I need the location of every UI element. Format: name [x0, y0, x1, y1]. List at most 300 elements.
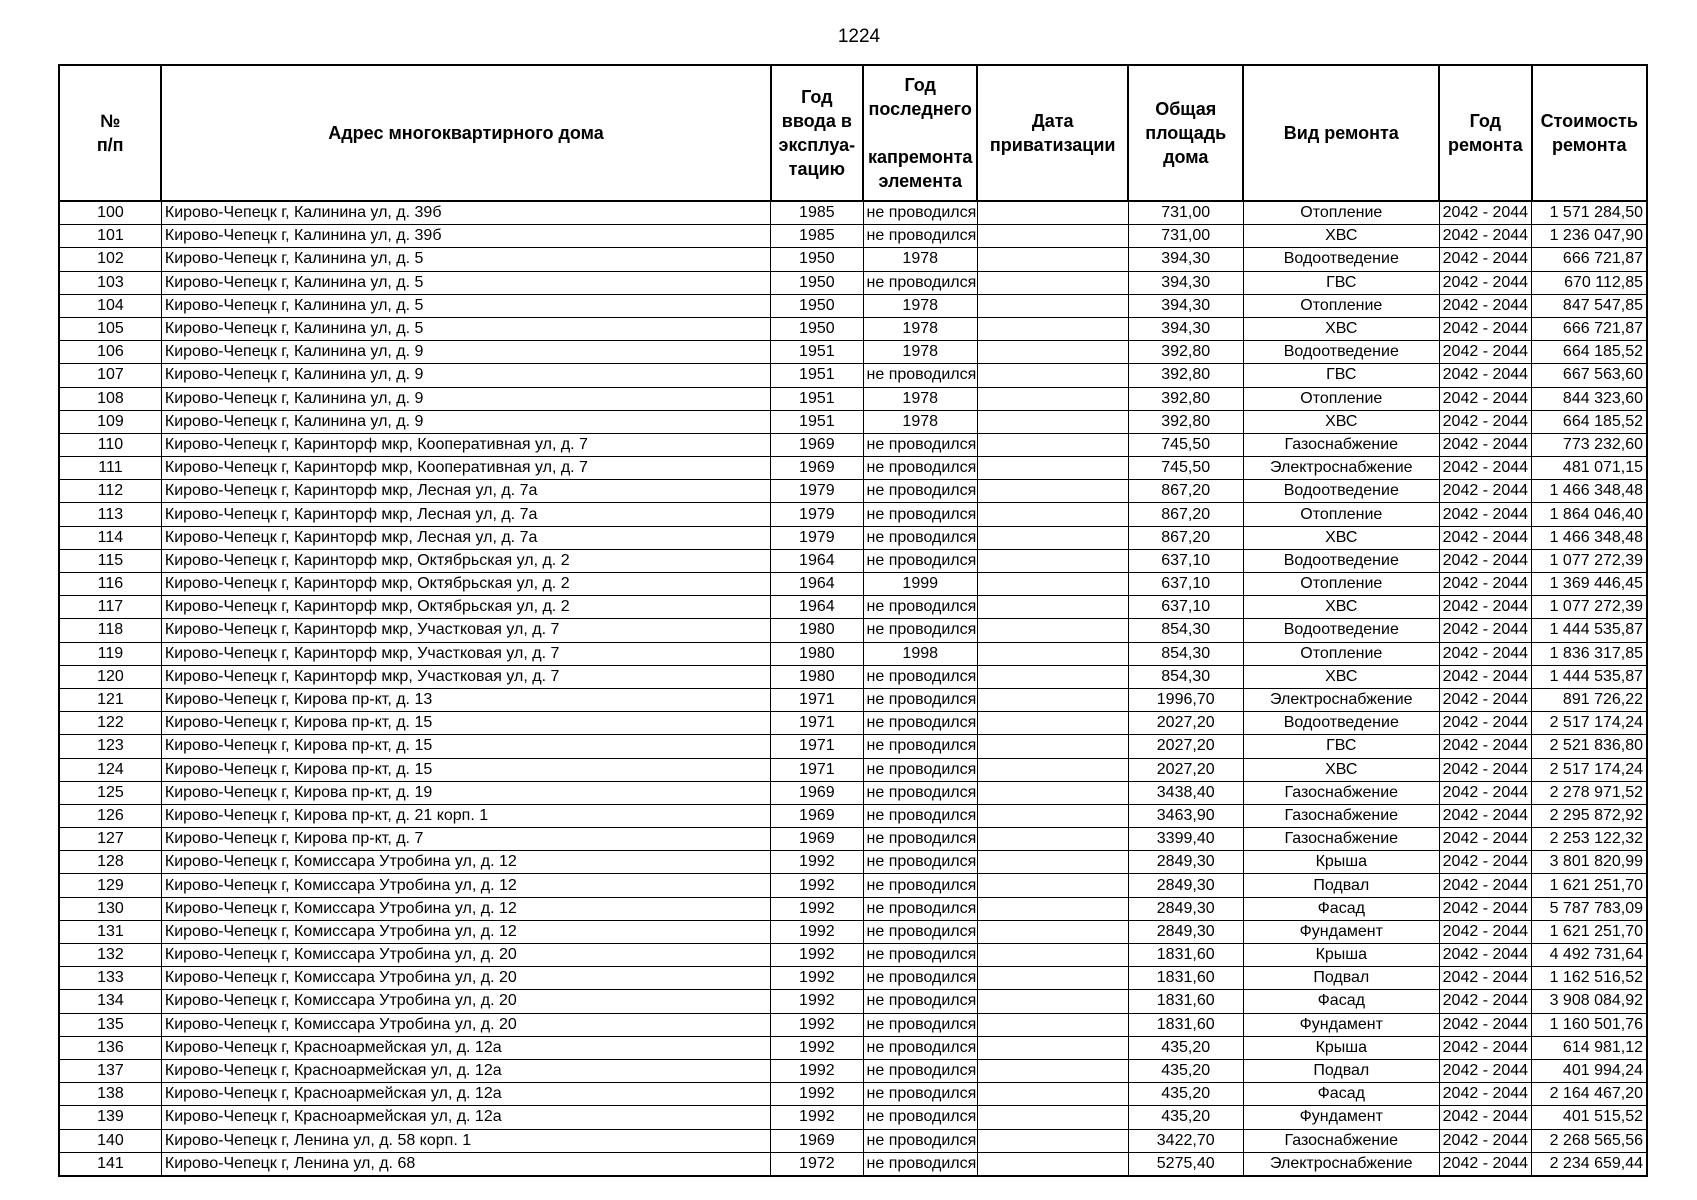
header-line: ремонта — [1448, 135, 1523, 155]
privatization-cell — [977, 317, 1128, 340]
header-line: Вид ремонта — [1283, 123, 1399, 143]
area-cell: 731,00 — [1128, 201, 1243, 225]
area-cell: 435,20 — [1128, 1059, 1243, 1082]
privatization-cell — [977, 457, 1128, 480]
commission-year-cell: 1992 — [771, 944, 863, 967]
table-row — [59, 1083, 1647, 1106]
repair-type-cell: Фасад — [1243, 897, 1439, 920]
area-cell: 3399,40 — [1128, 828, 1243, 851]
commission-year-cell: 1992 — [771, 1083, 863, 1106]
last-repair-cell: не проводился — [863, 712, 977, 735]
last-repair-cell: не проводился — [863, 480, 977, 503]
area-cell: 1831,60 — [1128, 967, 1243, 990]
last-repair-cell: не проводился — [863, 851, 977, 874]
area-cell: 731,00 — [1128, 225, 1243, 248]
repair-cost-cell: 2 278 971,52 — [1532, 781, 1648, 804]
row-number: 141 — [59, 1152, 161, 1176]
address-cell: Кирово-Чепецк г, Каринторф мкр, Октябрьская ул, д. 2 — [161, 573, 770, 596]
header-line: Год — [801, 87, 833, 107]
repair-period-cell: 2042 - 2044 — [1439, 1036, 1531, 1059]
repair-cost-cell: 670 112,85 — [1532, 271, 1648, 294]
row-number: 105 — [59, 317, 161, 340]
header-line: элемента — [878, 171, 962, 191]
table-row — [59, 294, 1647, 317]
repair-cost-cell: 2 268 565,56 — [1532, 1129, 1648, 1152]
commission-year-cell: 1951 — [771, 364, 863, 387]
privatization-cell — [977, 573, 1128, 596]
repair-period-cell: 2042 - 2044 — [1439, 897, 1531, 920]
table-row — [59, 712, 1647, 735]
repair-cost-cell: 773 232,60 — [1532, 433, 1648, 456]
repair-period-cell: 2042 - 2044 — [1439, 1152, 1531, 1176]
last-repair-cell: не проводился — [863, 549, 977, 572]
repair-type-cell: Крыша — [1243, 851, 1439, 874]
privatization-cell — [977, 967, 1128, 990]
table-body — [59, 201, 1647, 1176]
address-cell: Кирово-Чепецк г, Кирова пр-кт, д. 13 — [161, 688, 770, 711]
repair-type-cell: Отопление — [1243, 294, 1439, 317]
commission-year-cell: 1950 — [771, 317, 863, 340]
area-cell: 2849,30 — [1128, 920, 1243, 943]
row-number: 140 — [59, 1129, 161, 1152]
repair-type-cell: ХВС — [1243, 758, 1439, 781]
last-repair-cell: не проводился — [863, 990, 977, 1013]
header-line: дома — [1163, 147, 1209, 167]
repair-type-cell: Газоснабжение — [1243, 433, 1439, 456]
repair-cost-cell: 4 492 731,64 — [1532, 944, 1648, 967]
header-repair-cost — [1532, 65, 1648, 201]
privatization-cell — [977, 712, 1128, 735]
address-cell: Кирово-Чепецк г, Каринторф мкр, Кооперативная ул, д. 7 — [161, 457, 770, 480]
address-cell: Кирово-Чепецк г, Комиссара Утробина ул, д. 12 — [161, 851, 770, 874]
privatization-cell — [977, 201, 1128, 225]
privatization-cell — [977, 920, 1128, 943]
table-row — [59, 735, 1647, 758]
table-row — [59, 526, 1647, 549]
repair-type-cell: Фундамент — [1243, 1106, 1439, 1129]
header-line: эксплуа- — [778, 135, 856, 155]
last-repair-cell: не проводился — [863, 596, 977, 619]
row-number: 135 — [59, 1013, 161, 1036]
repair-type-cell: ГВС — [1243, 364, 1439, 387]
header-line: Год — [904, 75, 936, 95]
row-number: 115 — [59, 549, 161, 572]
repair-period-cell: 2042 - 2044 — [1439, 1013, 1531, 1036]
privatization-cell — [977, 1106, 1128, 1129]
commission-year-cell: 1964 — [771, 573, 863, 596]
area-cell: 637,10 — [1128, 596, 1243, 619]
row-number: 123 — [59, 735, 161, 758]
address-cell: Кирово-Чепецк г, Комиссара Утробина ул, д. 20 — [161, 990, 770, 1013]
area-cell: 2027,20 — [1128, 735, 1243, 758]
table-row — [59, 967, 1647, 990]
privatization-cell — [977, 735, 1128, 758]
last-repair-cell: 1978 — [863, 294, 977, 317]
address-cell: Кирово-Чепецк г, Каринторф мкр, Лесная ул, д. 7а — [161, 503, 770, 526]
header-line — [866, 121, 974, 145]
repair-cost-cell: 1 077 272,39 — [1532, 596, 1648, 619]
repair-period-cell: 2042 - 2044 — [1439, 433, 1531, 456]
commission-year-cell: 1992 — [771, 897, 863, 920]
header-line: ремонта — [1551, 135, 1627, 155]
repair-period-cell: 2042 - 2044 — [1439, 410, 1531, 433]
area-cell: 394,30 — [1128, 294, 1243, 317]
repair-type-cell: Электроснабжение — [1243, 457, 1439, 480]
area-cell: 435,20 — [1128, 1036, 1243, 1059]
area-cell: 3463,90 — [1128, 804, 1243, 827]
address-cell: Кирово-Чепецк г, Комиссара Утробина ул, д. 12 — [161, 897, 770, 920]
address-cell: Кирово-Чепецк г, Каринторф мкр, Октябрьская ул, д. 2 — [161, 549, 770, 572]
repair-cost-cell: 1 571 284,50 — [1532, 201, 1648, 225]
table-row — [59, 758, 1647, 781]
privatization-cell — [977, 1129, 1128, 1152]
privatization-cell — [977, 271, 1128, 294]
address-cell: Кирово-Чепецк г, Калинина ул, д. 9 — [161, 341, 770, 364]
area-cell: 435,20 — [1128, 1083, 1243, 1106]
table-row — [59, 225, 1647, 248]
area-cell: 2849,30 — [1128, 874, 1243, 897]
repair-type-cell: Подвал — [1243, 1059, 1439, 1082]
area-cell: 394,30 — [1128, 271, 1243, 294]
last-repair-cell: не проводился — [863, 225, 977, 248]
area-cell: 2027,20 — [1128, 758, 1243, 781]
address-cell: Кирово-Чепецк г, Кирова пр-кт, д. 15 — [161, 758, 770, 781]
privatization-cell — [977, 387, 1128, 410]
privatization-cell — [977, 526, 1128, 549]
repair-type-cell: Отопление — [1243, 573, 1439, 596]
area-cell: 392,80 — [1128, 410, 1243, 433]
repair-type-cell: Электроснабжение — [1243, 688, 1439, 711]
repair-period-cell: 2042 - 2044 — [1439, 665, 1531, 688]
privatization-cell — [977, 828, 1128, 851]
commission-year-cell: 1969 — [771, 781, 863, 804]
privatization-cell — [977, 341, 1128, 364]
address-cell: Кирово-Чепецк г, Комиссара Утробина ул, д. 20 — [161, 1013, 770, 1036]
privatization-cell — [977, 433, 1128, 456]
header-line: последнего — [868, 99, 972, 119]
table-row — [59, 317, 1647, 340]
area-cell: 392,80 — [1128, 387, 1243, 410]
area-cell: 3422,70 — [1128, 1129, 1243, 1152]
commission-year-cell: 1992 — [771, 1036, 863, 1059]
table-row — [59, 503, 1647, 526]
row-number: 113 — [59, 503, 161, 526]
repair-cost-cell: 1 162 516,52 — [1532, 967, 1648, 990]
header-privatization-date — [977, 65, 1128, 201]
repair-type-cell: ГВС — [1243, 271, 1439, 294]
header-repair-type — [1243, 65, 1439, 201]
address-cell: Кирово-Чепецк г, Каринторф мкр, Участковая ул, д. 7 — [161, 665, 770, 688]
repair-type-cell: Крыша — [1243, 1036, 1439, 1059]
last-repair-cell: не проводился — [863, 364, 977, 387]
address-cell: Кирово-Чепецк г, Ленина ул, д. 58 корп. 1 — [161, 1129, 770, 1152]
table-row — [59, 1013, 1647, 1036]
repair-cost-cell: 2 517 174,24 — [1532, 758, 1648, 781]
last-repair-cell: 1978 — [863, 341, 977, 364]
commission-year-cell: 1980 — [771, 665, 863, 688]
row-number: 119 — [59, 642, 161, 665]
repair-type-cell: ХВС — [1243, 225, 1439, 248]
privatization-cell — [977, 364, 1128, 387]
commission-year-cell: 1992 — [771, 851, 863, 874]
repair-period-cell: 2042 - 2044 — [1439, 225, 1531, 248]
commission-year-cell: 1971 — [771, 688, 863, 711]
last-repair-cell: не проводился — [863, 967, 977, 990]
last-repair-cell: не проводился — [863, 1013, 977, 1036]
privatization-cell — [977, 781, 1128, 804]
repair-type-cell: ХВС — [1243, 410, 1439, 433]
area-cell: 2849,30 — [1128, 851, 1243, 874]
repair-cost-cell: 3 908 084,92 — [1532, 990, 1648, 1013]
row-number: 100 — [59, 201, 161, 225]
repair-type-cell: Фасад — [1243, 1083, 1439, 1106]
area-cell: 2849,30 — [1128, 897, 1243, 920]
table-row — [59, 1059, 1647, 1082]
last-repair-cell: 1978 — [863, 410, 977, 433]
address-cell: Кирово-Чепецк г, Кирова пр-кт, д. 21 корп. 1 — [161, 804, 770, 827]
repair-period-cell: 2042 - 2044 — [1439, 920, 1531, 943]
repair-cost-cell: 2 234 659,44 — [1532, 1152, 1648, 1176]
header-line: площадь — [1145, 123, 1227, 143]
repair-period-cell: 2042 - 2044 — [1439, 1083, 1531, 1106]
row-number: 129 — [59, 874, 161, 897]
row-number: 114 — [59, 526, 161, 549]
repair-type-cell: ХВС — [1243, 526, 1439, 549]
repair-type-cell: Водоотведение — [1243, 619, 1439, 642]
repair-period-cell: 2042 - 2044 — [1439, 503, 1531, 526]
address-cell: Кирово-Чепецк г, Калинина ул, д. 5 — [161, 317, 770, 340]
repair-cost-cell: 2 164 467,20 — [1532, 1083, 1648, 1106]
row-number: 127 — [59, 828, 161, 851]
commission-year-cell: 1969 — [771, 1129, 863, 1152]
last-repair-cell: не проводился — [863, 1152, 977, 1176]
area-cell: 392,80 — [1128, 341, 1243, 364]
repair-period-cell: 2042 - 2044 — [1439, 619, 1531, 642]
last-repair-cell: не проводился — [863, 503, 977, 526]
repair-cost-cell: 401 515,52 — [1532, 1106, 1648, 1129]
table-row — [59, 410, 1647, 433]
table-row — [59, 1129, 1647, 1152]
table-row — [59, 1106, 1647, 1129]
repair-type-cell: Отопление — [1243, 201, 1439, 225]
page-number: 1224 — [837, 26, 881, 47]
repair-period-cell: 2042 - 2044 — [1439, 828, 1531, 851]
table-row — [59, 944, 1647, 967]
repair-cost-cell: 891 726,22 — [1532, 688, 1648, 711]
privatization-cell — [977, 1152, 1128, 1176]
repair-cost-cell: 1 621 251,70 — [1532, 874, 1648, 897]
table-row — [59, 781, 1647, 804]
row-number: 131 — [59, 920, 161, 943]
privatization-cell — [977, 665, 1128, 688]
address-cell: Кирово-Чепецк г, Калинина ул, д. 9 — [161, 387, 770, 410]
area-cell: 637,10 — [1128, 549, 1243, 572]
repair-type-cell: Отопление — [1243, 503, 1439, 526]
repair-period-cell: 2042 - 2044 — [1439, 596, 1531, 619]
last-repair-cell: 1978 — [863, 317, 977, 340]
address-cell: Кирово-Чепецк г, Комиссара Утробина ул, д. 20 — [161, 944, 770, 967]
repair-type-cell: Газоснабжение — [1243, 828, 1439, 851]
repair-type-cell: Водоотведение — [1243, 549, 1439, 572]
area-cell: 1996,70 — [1128, 688, 1243, 711]
repair-cost-cell: 2 521 836,80 — [1532, 735, 1648, 758]
repair-period-cell: 2042 - 2044 — [1439, 271, 1531, 294]
last-repair-cell: не проводился — [863, 1059, 977, 1082]
row-number: 118 — [59, 619, 161, 642]
commission-year-cell: 1985 — [771, 225, 863, 248]
header-year-commission — [771, 65, 863, 201]
table-row — [59, 480, 1647, 503]
commission-year-cell: 1992 — [771, 1013, 863, 1036]
repair-period-cell: 2042 - 2044 — [1439, 364, 1531, 387]
repair-cost-cell: 847 547,85 — [1532, 294, 1648, 317]
commission-year-cell: 1985 — [771, 201, 863, 225]
privatization-cell — [977, 480, 1128, 503]
address-cell: Кирово-Чепецк г, Калинина ул, д. 9 — [161, 364, 770, 387]
repair-cost-cell: 1 444 535,87 — [1532, 665, 1648, 688]
header-line: Дата — [1031, 111, 1074, 131]
privatization-cell — [977, 410, 1128, 433]
row-number: 137 — [59, 1059, 161, 1082]
area-cell: 867,20 — [1128, 503, 1243, 526]
address-cell: Кирово-Чепецк г, Каринторф мкр, Участковая ул, д. 7 — [161, 619, 770, 642]
area-cell: 1831,60 — [1128, 990, 1243, 1013]
last-repair-cell: не проводился — [863, 874, 977, 897]
table-row — [59, 1152, 1647, 1176]
privatization-cell — [977, 619, 1128, 642]
repair-type-cell: ХВС — [1243, 596, 1439, 619]
address-cell: Кирово-Чепецк г, Комиссара Утробина ул, д. 20 — [161, 967, 770, 990]
area-cell: 394,30 — [1128, 248, 1243, 271]
table-row — [59, 688, 1647, 711]
last-repair-cell: не проводился — [863, 944, 977, 967]
repair-cost-cell: 2 517 174,24 — [1532, 712, 1648, 735]
commission-year-cell: 1979 — [771, 503, 863, 526]
commission-year-cell: 1992 — [771, 1059, 863, 1082]
table-row — [59, 387, 1647, 410]
commission-year-cell: 1950 — [771, 248, 863, 271]
commission-year-cell: 1980 — [771, 619, 863, 642]
repair-type-cell: Отопление — [1243, 642, 1439, 665]
area-cell: 745,50 — [1128, 457, 1243, 480]
commission-year-cell: 1964 — [771, 596, 863, 619]
commission-year-cell: 1969 — [771, 804, 863, 827]
commission-year-cell: 1992 — [771, 967, 863, 990]
table-row — [59, 874, 1647, 897]
repair-type-cell: Фундамент — [1243, 920, 1439, 943]
commission-year-cell: 1971 — [771, 758, 863, 781]
privatization-cell — [977, 294, 1128, 317]
repair-cost-cell: 1 369 446,45 — [1532, 573, 1648, 596]
header-line: приватизации — [989, 135, 1116, 155]
repair-period-cell: 2042 - 2044 — [1439, 758, 1531, 781]
repair-type-cell: Водоотведение — [1243, 248, 1439, 271]
row-number: 102 — [59, 248, 161, 271]
repair-period-cell: 2042 - 2044 — [1439, 851, 1531, 874]
repair-period-cell: 2042 - 2044 — [1439, 712, 1531, 735]
row-number: 136 — [59, 1036, 161, 1059]
last-repair-cell: не проводился — [863, 457, 977, 480]
address-cell: Кирово-Чепецк г, Каринторф мкр, Октябрьская ул, д. 2 — [161, 596, 770, 619]
address-cell: Кирово-Чепецк г, Кирова пр-кт, д. 7 — [161, 828, 770, 851]
repair-period-cell: 2042 - 2044 — [1439, 526, 1531, 549]
area-cell: 394,30 — [1128, 317, 1243, 340]
privatization-cell — [977, 549, 1128, 572]
last-repair-cell: не проводился — [863, 897, 977, 920]
table-row — [59, 851, 1647, 874]
row-number: 106 — [59, 341, 161, 364]
commission-year-cell: 1950 — [771, 294, 863, 317]
repair-type-cell: ГВС — [1243, 735, 1439, 758]
repair-period-cell: 2042 - 2044 — [1439, 642, 1531, 665]
repair-cost-cell: 844 323,60 — [1532, 387, 1648, 410]
privatization-cell — [977, 1059, 1128, 1082]
table-row — [59, 457, 1647, 480]
area-cell: 745,50 — [1128, 433, 1243, 456]
address-cell: Кирово-Чепецк г, Каринторф мкр, Лесная ул, д. 7а — [161, 526, 770, 549]
header-last-capital-repair — [863, 65, 977, 201]
repair-cost-cell: 5 787 783,09 — [1532, 897, 1648, 920]
table-row — [59, 990, 1647, 1013]
area-cell: 854,30 — [1128, 642, 1243, 665]
privatization-cell — [977, 596, 1128, 619]
last-repair-cell: 1999 — [863, 573, 977, 596]
row-number: 138 — [59, 1083, 161, 1106]
area-cell: 3438,40 — [1128, 781, 1243, 804]
row-number: 121 — [59, 688, 161, 711]
commission-year-cell: 1969 — [771, 433, 863, 456]
repair-type-cell: Подвал — [1243, 967, 1439, 990]
repair-type-cell: Электроснабжение — [1243, 1152, 1439, 1176]
last-repair-cell: не проводился — [863, 1129, 977, 1152]
repair-cost-cell: 3 801 820,99 — [1532, 851, 1648, 874]
repair-type-cell: Подвал — [1243, 874, 1439, 897]
repair-type-cell: Водоотведение — [1243, 712, 1439, 735]
row-number: 104 — [59, 294, 161, 317]
last-repair-cell: не проводился — [863, 433, 977, 456]
repair-cost-cell: 2 295 872,92 — [1532, 804, 1648, 827]
address-cell: Кирово-Чепецк г, Кирова пр-кт, д. 15 — [161, 712, 770, 735]
table-row — [59, 619, 1647, 642]
header-total-area — [1128, 65, 1243, 201]
repair-period-cell: 2042 - 2044 — [1439, 1106, 1531, 1129]
row-number: 117 — [59, 596, 161, 619]
repair-cost-cell: 666 721,87 — [1532, 317, 1648, 340]
repair-type-cell: Фундамент — [1243, 1013, 1439, 1036]
area-cell: 5275,40 — [1128, 1152, 1243, 1176]
last-repair-cell: 1978 — [863, 387, 977, 410]
repair-cost-cell: 664 185,52 — [1532, 410, 1648, 433]
area-cell: 435,20 — [1128, 1106, 1243, 1129]
table-row — [59, 433, 1647, 456]
privatization-cell — [977, 851, 1128, 874]
repair-period-cell: 2042 - 2044 — [1439, 1059, 1531, 1082]
privatization-cell — [977, 1083, 1128, 1106]
commission-year-cell: 1969 — [771, 457, 863, 480]
row-number: 134 — [59, 990, 161, 1013]
commission-year-cell: 1979 — [771, 526, 863, 549]
repair-period-cell: 2042 - 2044 — [1439, 549, 1531, 572]
address-cell: Кирово-Чепецк г, Кирова пр-кт, д. 15 — [161, 735, 770, 758]
repair-cost-cell: 1 160 501,76 — [1532, 1013, 1648, 1036]
area-cell: 392,80 — [1128, 364, 1243, 387]
repair-cost-cell: 1 621 251,70 — [1532, 920, 1648, 943]
repair-period-cell: 2042 - 2044 — [1439, 294, 1531, 317]
header-line: Общая — [1155, 99, 1217, 119]
row-number: 111 — [59, 457, 161, 480]
repair-cost-cell: 401 994,24 — [1532, 1059, 1648, 1082]
row-number: 125 — [59, 781, 161, 804]
